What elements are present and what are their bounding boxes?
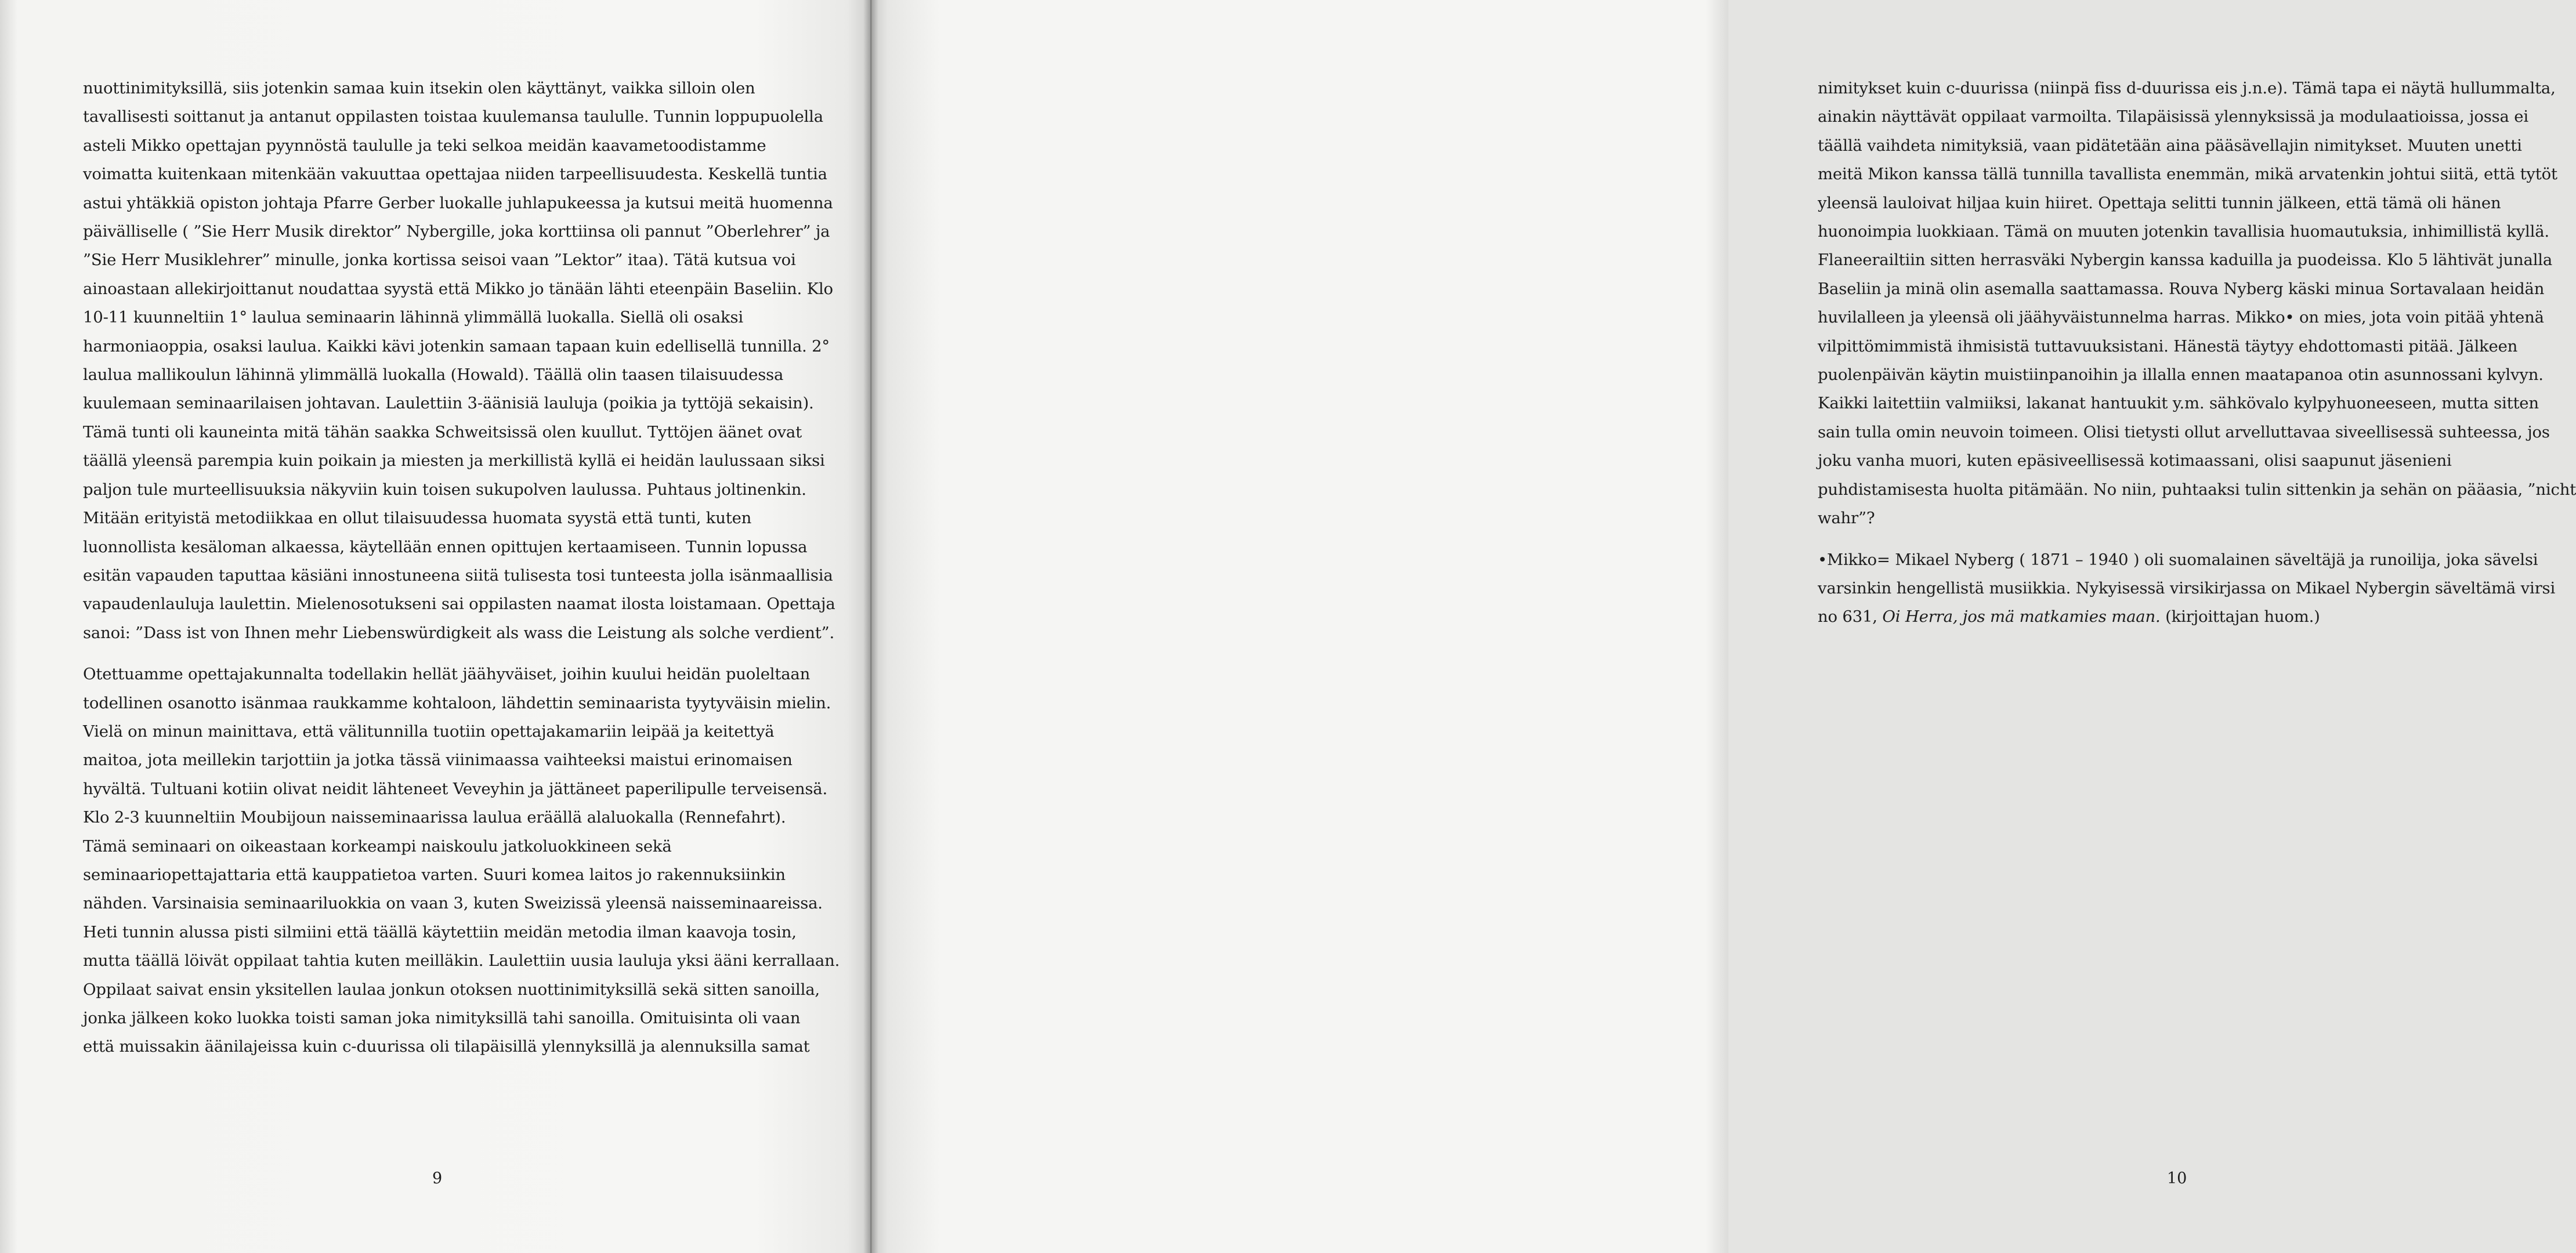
text-line: puhdistamisesta huolta pitämään. No niin, puhtaaksi tulin sittenkin ja sehän on pääasia, ”nicht (1818, 480, 2576, 499)
paragraph (83, 74, 835, 647)
text-line: mutta täällä löivät oppilaat tahtia kuten meilläkin. Laulettiin uusia lauluja yksi ääni kerrallaan. (83, 951, 840, 970)
text-line: astui yhtäkkiä opiston johtaja Pfarre Gerber luokalle juhlapukeessa ja kutsui meitä huomenna (83, 193, 833, 212)
text-line: ainoastaan allekirjoittanut noudattaa syystä että Mikko jo tänään lähti eteenpäin Baseliin. Klo (83, 279, 833, 298)
text-line: että muissakin äänilajeissa kuin c-duurissa oli tilapäisillä ylennyksillä ja alennuksilla samat (83, 1037, 810, 1056)
left-page-text (83, 74, 840, 1062)
right-page-text (1818, 74, 2576, 632)
page-number-right: 10 (2167, 1169, 2187, 1187)
text-line: Oppilaat saivat ensin yksitellen laulaa jonkun otoksen nuottinimityksillä sekä sitten sanoilla, (83, 980, 820, 999)
text-line: wahr”? (1818, 509, 1875, 528)
text-line: nimitykset kuin c-duurissa (niinpä fiss d-duurissa eis j.n.e). Tämä tapa ei näytä hullummalta, (1818, 79, 2556, 97)
left-page (0, 0, 870, 1253)
text-line: nuottinimityksillä, siis jotenkin samaa kuin itsekin olen käyttänyt, vaikka silloin olen (83, 79, 755, 97)
text-line: luonnollista kesäloman alkaessa, käytellään ennen opittujen kertaamiseen. Tunnin lopussa (83, 537, 808, 556)
text-line: joku vanha muori, kuten epäsiveellisessä kotimaassani, olisi saapunut jäsenieni (1818, 451, 2452, 470)
text-line: huvilalleen ja yleensä oli jäähyväistunnelma harras. Mikko• on mies, jota voin pitää yhtenä (1818, 308, 2544, 327)
text-line: voimatta kuitenkaan mitenkään vakuuttaa opettajaa niiden tarpeellisuudesta. Keskellä tuntia (83, 165, 827, 184)
text-line: harmoniaoppia, osaksi laulua. Kaikki kävi jotenkin samaan tapaan kuin edellisellä tunnilla. 2° (83, 336, 830, 356)
text-line: nähden. Varsinaisia seminaariluokkia on vaan 3, kuten Sweizissä yleensä naisseminaareissa. (83, 894, 823, 913)
footnote-text: (kirjoittajan huom.) (2160, 607, 2320, 626)
text-line: esitän vapauden taputtaa käsiäni innostuneena siitä tulisesta tosi tunteesta jolla isänmaallisia (83, 566, 833, 585)
text-line: Vielä on minun mainittava, että välitunnilla tuotiin opettajakamariin leipää ja keitettyä (83, 722, 775, 741)
text-line: Flaneerailtiin sitten herrasväki Nybergin kanssa kaduilla ja puodeissa. Klo 5 lähtivät junalla (1818, 251, 2553, 270)
book-gutter (863, 0, 878, 1253)
text-line: Otettuamme opettajakunnalta todellakin hellät jäähyväiset, joihin kuului heidän puoleltaan (83, 665, 811, 684)
text-line: maitoa, jota meillekin tarjottiin ja jotka tässä viinimaassa vaihteeksi maistui erinomaisen (83, 751, 793, 770)
text-line: vilpittömimmistä ihmisistä tuttavuuksistani. Hänestä täytyy ehdottomasti pitää. Jälkeen (1818, 336, 2518, 356)
right-main-paragraph (1818, 74, 2576, 533)
text-line: paljon tule murteellisuuksia näkyviin kuin toisen sukupolven laulussa. Puhtaus joltinenkin. (83, 480, 806, 499)
text-line: vapaudenlauluja laulettin. Mielenosotukseni sai oppilasten naamat ilosta loistamaan. Opettaja (83, 595, 835, 614)
text-line: ”Sie Herr Musiklehrer” minulle, jonka kortissa seisoi vaan ”Lektor” itaa). Tätä kutsua voi (83, 251, 796, 270)
footnote (1818, 546, 2556, 632)
text-line: seminaariopettajattaria että kauppatietoa varten. Suuri komea laitos jo rakennuksiinkin (83, 865, 786, 884)
text-line: Tämä seminaari on oikeastaan korkeampi naiskoulu jatkoluokkineen sekä (83, 836, 672, 856)
text-line: Heti tunnin alussa pisti silmiini että täällä käytettiin meidän metodia ilman kaavoja tosin, (83, 922, 797, 941)
text-line: täällä yleensä parempia kuin poikain ja miesten ja merkillistä kyllä ei heidän laulussaan siksi (83, 451, 825, 470)
footnote-line (1818, 603, 2531, 631)
footnote-text: no 631, (1818, 607, 1883, 626)
text-line: sanoi: ”Dass ist von Ihnen mehr Liebenswürdigkeit als wass die Leistung als solche verdient”. (83, 623, 835, 642)
footnote-line: varsinkin hengellistä musiikkia. Nykyisessä virsikirjassa on Mikael Nybergin säveltämä virsi (1818, 578, 2556, 597)
page-number-left: 9 (432, 1169, 443, 1187)
text-line: Tämä tunti oli kauneinta mitä tähän saakka Schweitsissä olen kuullut. Tyttöjen äänet ovat (83, 422, 802, 441)
text-line: Klo 2-3 kuunneltiin Moubijoun naisseminaarissa laulua eräällä alaluokalla (Rennefahrt). (83, 808, 786, 827)
text-line: asteli Mikko opettajan pyynnöstä taululle ja teki selkoa meidän kaavametoodistamme (83, 136, 766, 155)
text-line: tavallisesti soittanut ja antanut oppilasten toistaa kuulemansa taululle. Tunnin loppupuolella (83, 107, 823, 126)
text-line: yleensä lauloivat hiljaa kuin hiiret. Opettaja selitti tunnin jälkeen, että tämä oli hänen (1818, 193, 2501, 212)
text-line: ainakin näyttävät oppilaat varmoilta. Tilapäisissä ylennyksissä ja modulaatioissa, jossa ei (1818, 107, 2528, 126)
text-line: jonka jälkeen koko luokka toisti saman joka nimityksillä tahi sanoilla. Omituisinta oli vaan (83, 1009, 801, 1027)
text-line: Mitään erityistä metodiikkaa en ollut tilaisuudessa huomata syystä että tunti, kuten (83, 509, 752, 528)
text-line: huonoimpia luokkiaan. Tämä on muuten jotenkin tavallisia huomautuksia, inhimillistä kyllä. (1818, 222, 2549, 241)
text-line: päivälliselle ( ”Sie Herr Musik direktor” Nybergille, joka korttiinsa oli pannut ”Oberlehrer” ja (83, 222, 830, 241)
text-line: täällä vaihdeta nimityksiä, vaan pidätetään aina pääsävellajin nimitykset. Muuten unetti (1818, 136, 2522, 155)
text-line: puolenpäivän käytin muistiinpanoihin ja illalla ennen maatapanoa otin asunnossani kylvyn. (1818, 365, 2544, 385)
text-line: todellinen osanotto isänmaa raukkamme kohtaloon, lähdettin seminaarista tyytyväisin mielin. (83, 693, 831, 712)
right-page (870, 0, 2576, 1253)
hymn-title: Oi Herra, jos mä matkamies maan. (1882, 607, 2161, 626)
text-line: laulua mallikoulun lähinnä ylimmällä luokalla (Howald). Täällä olin taasen tilaisuudessa (83, 365, 784, 385)
text-line: meitä Mikon kanssa tällä tunnilla tavallista enemmän, mikä arvatenkin johtui siitä, että tytöt (1818, 165, 2557, 184)
text-line: sain tulla omin neuvoin toimeen. Olisi tietysti ollut arvelluttavaa siveellisessä suhteessa, jos (1818, 422, 2550, 441)
text-line: Kaikki laitettiin valmiiksi, lakanat hantuukit y.m. sähkövalo kylpyhuoneeseen, mutta sitten (1818, 394, 2539, 413)
text-line: 10-11 kuunneltiin 1° laulua seminaarin lähinnä ylimmällä luokalla. Siellä oli osaksi (83, 308, 743, 327)
text-line: kuulemaan seminaarilaisen johtavan. Laulettiin 3-äänisiä lauluja (poikia ja tyttöjä sekaisin). (83, 394, 814, 413)
text-line: Baseliin ja minä olin asemalla saattamassa. Rouva Nyberg käski minua Sortavalaan heidän (1818, 279, 2545, 298)
footnote-line: •Mikko= Mikael Nyberg ( 1871 – 1940 ) oli suomalainen säveltäjä ja runoilija, joka sävelsi (1818, 550, 2538, 569)
paragraph (83, 660, 840, 1062)
text-line: hyvältä. Tultuani kotiin olivat neidit lähteneet Veveyhin ja jättäneet paperilipulle terveisensä. (83, 779, 827, 798)
